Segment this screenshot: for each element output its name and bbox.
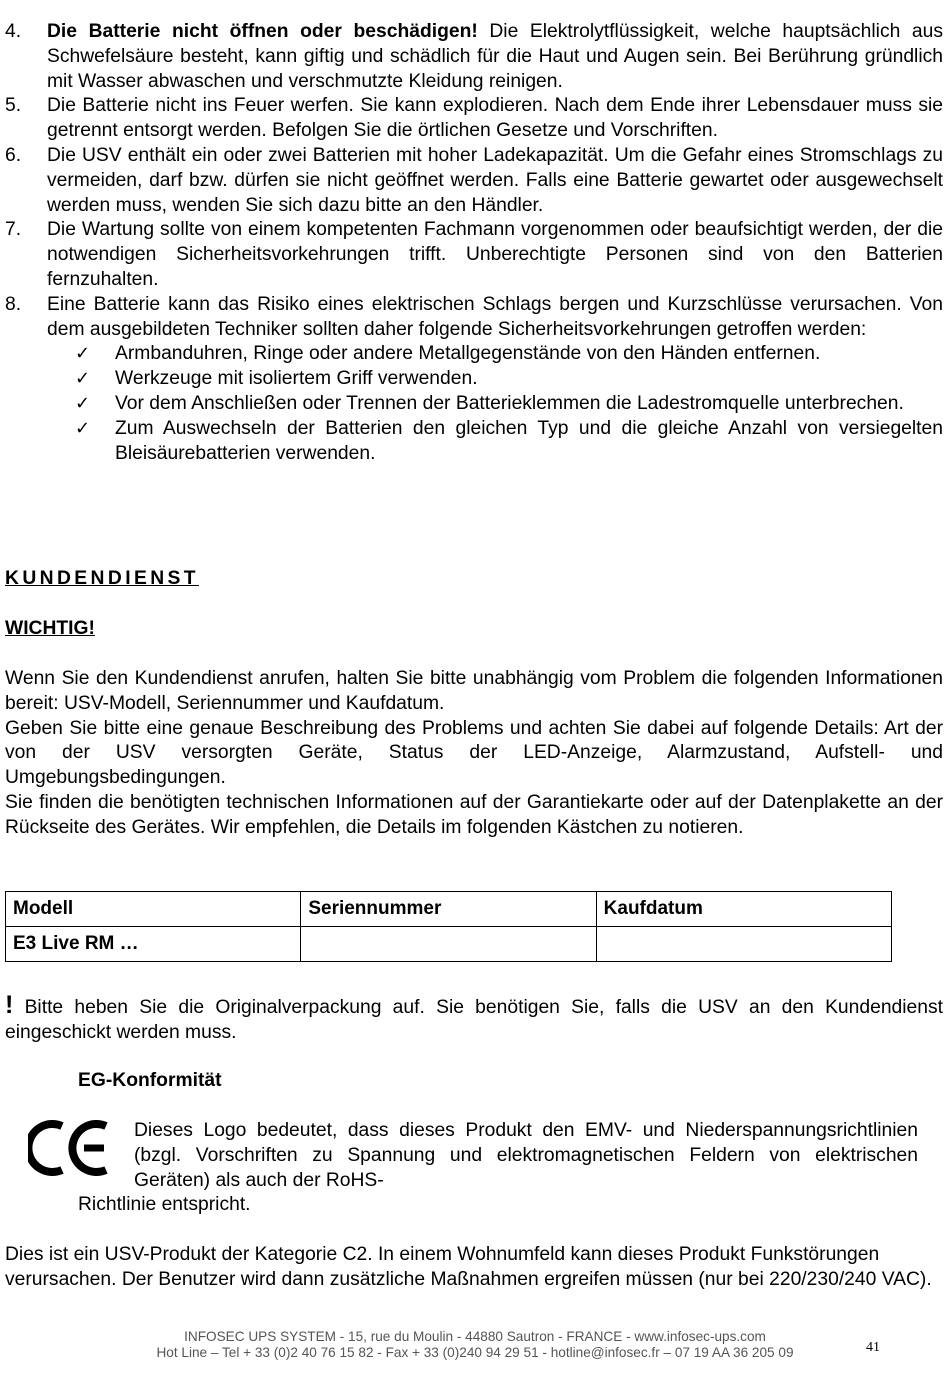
service-info-block: [5, 667, 943, 841]
checklist-text: Werkzeuge mit isoliertem Griff verwenden.: [115, 368, 478, 390]
packaging-note: [5, 993, 943, 1046]
checklist-item: [5, 367, 943, 392]
list-item: [5, 94, 943, 144]
list-item: [5, 144, 943, 218]
important-heading: WICHTIG!: [5, 618, 95, 639]
conformity-text: [78, 1119, 918, 1218]
item-number: 6.: [5, 144, 22, 166]
conformity-title: EG-Konformität: [78, 1070, 222, 1091]
exclamation-icon: !: [5, 991, 14, 1019]
checklist-item: [5, 342, 943, 367]
item-text: Die USV enthält ein oder zwei Batterien mit hoher Ladekapazität. Um die Gefahr eines Stromschlags zu vermeiden, darf bzw. dürfen sie nicht geöffnet werden. Falls eine Batterie gewartet oder ausgewechselt werden muss, wenden Sie sich dazu bitte an den Händler.: [47, 144, 943, 216]
table-header-row: [6, 892, 892, 927]
service-paragraph: Sie finden die benötigten technischen Informationen auf der Garantiekarte oder auf der Datenplakette an der Rückseite des Gerätes. Wir empfehlen, die Details im folgenden Kästchen zu notieren.: [5, 791, 943, 838]
conformity-text-main: Dieses Logo bedeutet, dass dieses Produkt den EMV- und Niederspannungsrichtlinien (bzgl. Vorschriften zu Spannung und elektromagnetischen Feldern von elektrischen Geräten) als auch der RoHS-: [134, 1120, 918, 1191]
checklist-text: Vor dem Anschließen oder Trennen der Batterieklemmen die Ladestromquelle unterbrechen.: [115, 392, 904, 414]
footer-contact: Hot Line – Tel + 33 (0)2 40 76 15 82 - Fax + 33 (0)240 94 29 51 - hotline@infosec.fr – 07 19 AA 36 205 09: [156, 1345, 794, 1361]
cell-model: E3 Live RM …: [6, 927, 301, 962]
column-header-serial: Seriennummer: [301, 892, 596, 927]
packaging-text: Bitte heben Sie die Originalverpackung auf. Sie benötigen Sie, falls die USV an den Kundendienst eingeschickt werden muss.: [5, 997, 943, 1043]
checkmark-icon: ✓: [75, 392, 91, 414]
item-text: Die Batterie nicht ins Feuer werfen. Sie kann explodieren. Nach dem Ende ihrer Lebensdauer muss sie getrennt entsorgt werden. Befolgen Sie die örtlichen Gesetze und Vorschriften.: [47, 95, 943, 142]
column-header-date: Kaufdatum: [596, 892, 891, 927]
item-number: 5.: [5, 95, 22, 117]
section-heading-kundendienst: KUNDENDIENST: [5, 568, 199, 589]
item-text: Die Wartung sollte von einem kompetenten Fachmann vorgenommen oder beaufsichtigt werden, der die notwendigen Sicherheitsvorkehrungen trifft. Unberechtigte Personen sind von den Batterien fernzuhalten.: [47, 219, 943, 290]
list-item: [5, 218, 943, 292]
registration-table: [5, 891, 892, 962]
item-number: 4.: [5, 21, 22, 42]
checklist-item: [5, 417, 943, 467]
item-number: 7.: [5, 219, 22, 241]
checklist-container: [5, 342, 943, 466]
item-bold: Die Batterie nicht öffnen oder beschädigen!: [47, 21, 478, 42]
cell-serial: [301, 927, 596, 962]
footer-address: INFOSEC UPS SYSTEM - 15, rue du Moulin - 44880 Sautron - FRANCE - www.infosec-ups.com: [184, 1329, 766, 1344]
checklist-text: Armbanduhren, Ringe oder andere Metallgegenstände von den Händen entfernen.: [115, 343, 821, 365]
item-number: 8.: [5, 293, 22, 315]
page-footer: [100, 1329, 850, 1362]
checkmark-icon: ✓: [75, 417, 91, 439]
service-paragraph: Geben Sie bitte eine genaue Beschreibung des Problems und achten Sie dabei auf folgende Details: Art der von der USV versorgten Geräte, Status der LED-Anzeige, Alarmzustand, Aufstell- und Umgebungsbedingungen.: [5, 717, 943, 789]
column-header-model: Modell: [6, 892, 301, 927]
item-text: Die Elektrolytflüssigkeit, welche hauptsächlich aus Schwefelsäure besteht, kann giftig und schädlich für die Haut und Augen sein. Bei Berührung gründlich mit Wasser abwaschen und verschmutzte Kleidung reinigen.: [47, 21, 943, 92]
category-note: Dies ist ein USV-Produkt der Kategorie C2. In einem Wohnumfeld kann dieses Produkt Funkstörungen verursachen. Der Benutzer wird dann zusätzliche Maßnahmen ergreifen müssen (nur bei 220/230/240 VAC).: [5, 1244, 932, 1290]
item-text: Eine Batterie kann das Risiko eines elektrischen Schlags bergen und Kurzschlüsse verursachen. Von dem ausgebildeten Techniker sollten daher folgende Sicherheitsvorkehrungen getroffen werden:: [47, 293, 943, 340]
safety-list: [5, 20, 943, 466]
checkmark-icon: ✓: [75, 343, 91, 365]
checkmark-icon: ✓: [75, 368, 91, 390]
conformity-text-rest: Richtlinie entspricht.: [78, 1194, 251, 1216]
service-paragraph: Wenn Sie den Kundendienst anrufen, halten Sie bitte unabhängig vom Problem die folgenden Informationen bereit: USV-Modell, Seriennummer und Kaufdatum.: [5, 668, 943, 714]
list-item: [5, 293, 943, 343]
list-item: [5, 20, 943, 94]
page-number: 41: [866, 1340, 880, 1355]
cell-date: [596, 927, 891, 962]
checklist-text: Zum Auswechseln der Batterien den gleichen Typ und die gleiche Anzahl von versiegelten Bleisäurebatterien verwenden.: [115, 417, 943, 464]
checklist-item: [5, 392, 943, 417]
precaution-checklist: [5, 342, 943, 466]
table-row: [6, 927, 892, 962]
